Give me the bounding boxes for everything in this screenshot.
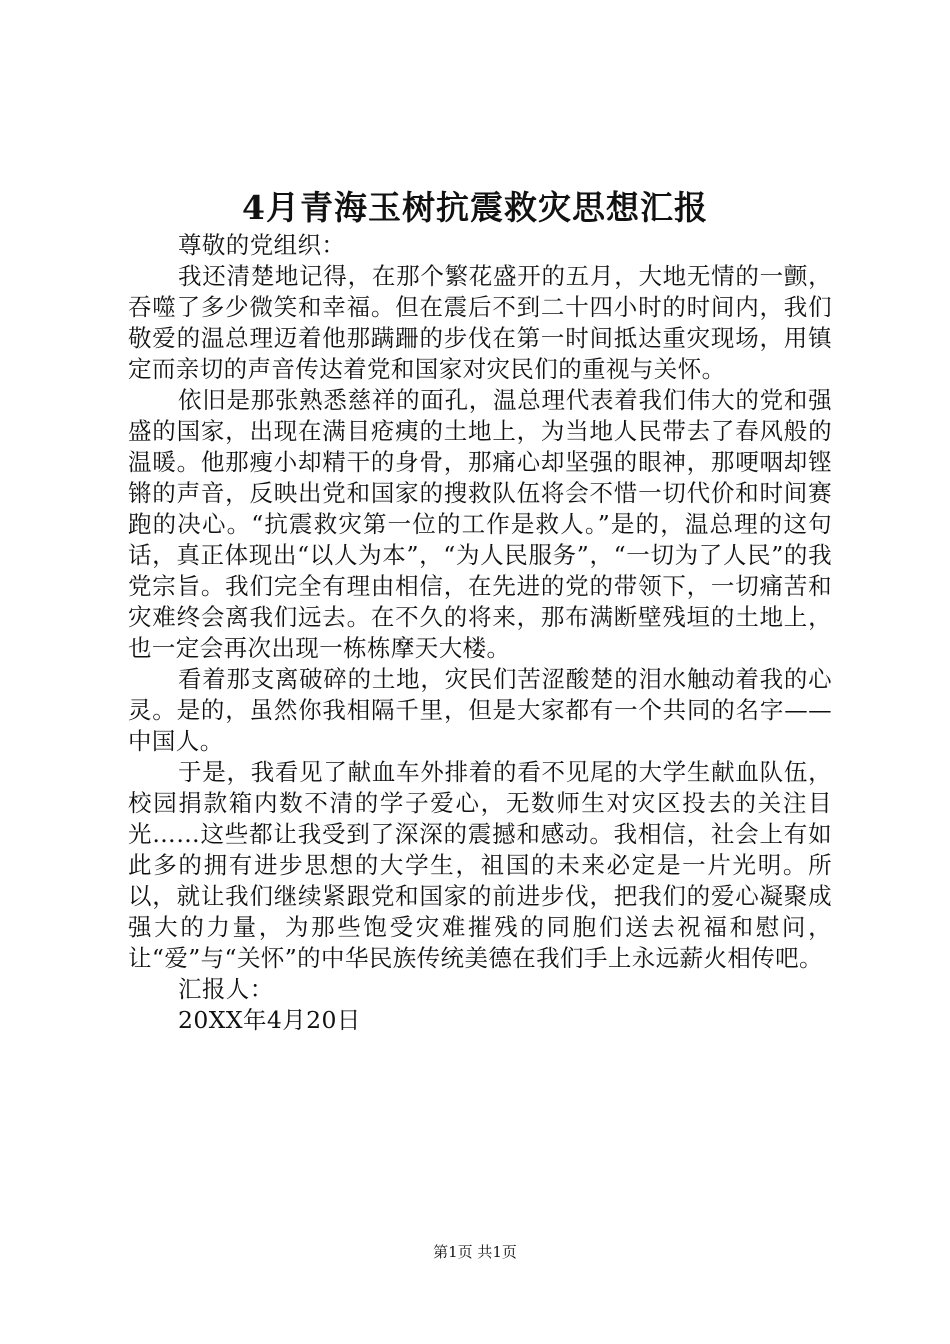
reporter-label: 汇报人： <box>178 975 274 1003</box>
paragraph-1: 我还清楚地记得，在那个繁花盛开的五月，大地无情的一颤，吞噬了多少微笑和幸福。但在震后不到二十四小时的时间内，我们敬爱的温总理迈着他那蹒跚的步伐在第一时间抵达重灾现场，用镇定而亲切的声音传达着党和国家对灾民们的重视与关怀。 <box>128 262 832 383</box>
paragraph-4: 于是，我看见了献血车外排着的看不见尾的大学生献血队伍，校园捐款箱内数不清的学子爱心，无数师生对灾区投去的关注目光……这些都让我受到了深深的震撼和感动。我相信，社会上有如此多的拥有进步思想的大学生，祖国的未来必定是一片光明。所以，就让我们继续紧跟党和国家的前进步伐，把我们的爱心凝聚成强大的力量，为那些饱受灾难摧残的同胞们送去祝福和慰问，让“爱”与“关怀”的中华民族传统美德在我们手上永远薪火相传吧。 <box>128 758 832 972</box>
document-body <box>128 230 832 1036</box>
paragraph-3: 看着那支离破碎的土地，灾民们苦涩酸楚的泪水触动着我的心灵。是的，虽然你我相隔千里，但是大家都有一个共同的名字——中国人。 <box>128 665 832 755</box>
document-title: 4月青海玉树抗震救灾思想汇报 <box>242 188 708 227</box>
page-number-footer: 第1页 共1页 <box>433 1243 517 1261</box>
paragraph-2: 依旧是那张熟悉慈祥的面孔，温总理代表着我们伟大的党和强盛的国家，出现在满目疮痍的土地上，为当地人民带去了春风般的温暖。他那瘦小却精干的身骨，那痛心却坚强的眼神，那哽咽却铿锵的声音，反映出党和国家的搜救队伍将会不惜一切代价和时间赛跑的决心。“抗震救灾第一位的工作是救人。”是的，温总理的这句话，真正体现出“以人为本”，“为人民服务”，“一切为了人民”的我党宗旨。我们完全有理由相信，在先进的党的带领下，一切痛苦和灾难终会离我们远去。在不久的将来，那布满断壁残垣的土地上，也一定会再次出现一栋栋摩天大楼。 <box>128 386 832 662</box>
salutation: 尊敬的党组织： <box>178 231 346 259</box>
report-date: 20XX年4月20日 <box>178 1006 361 1034</box>
